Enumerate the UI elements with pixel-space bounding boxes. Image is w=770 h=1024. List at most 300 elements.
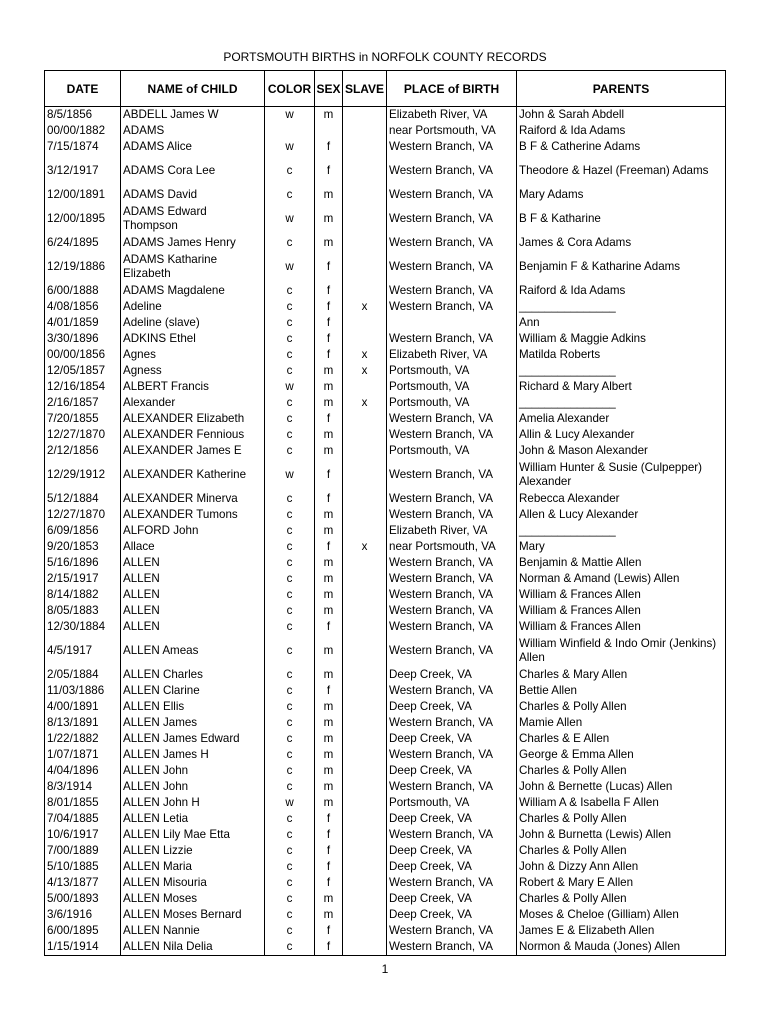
table-row (45, 251, 726, 283)
sex-cell: m (315, 891, 343, 907)
name-cell: ALLEN Charles (121, 667, 265, 683)
slave-cell (343, 603, 387, 619)
table-row (45, 827, 726, 843)
table-row (45, 731, 726, 747)
place-cell: Western Branch, VA (387, 139, 517, 155)
place-cell: Western Branch, VA (387, 299, 517, 315)
table-row (45, 539, 726, 555)
sex-cell: m (315, 795, 343, 811)
name-cell: ALLEN (121, 587, 265, 603)
parents-cell: Theodore & Hazel (Freeman) Adams (517, 155, 726, 187)
color-cell: w (265, 107, 315, 124)
name-cell: ALEXANDER Fennious (121, 427, 265, 443)
sex-cell: m (315, 523, 343, 539)
sex-cell: f (315, 251, 343, 283)
page-number: 1 (381, 962, 389, 976)
color-cell: c (265, 907, 315, 923)
table-row (45, 411, 726, 427)
place-cell: Western Branch, VA (387, 635, 517, 667)
parents-cell: James & Cora Adams (517, 235, 726, 251)
name-cell: Adeline (121, 299, 265, 315)
place-cell: Western Branch, VA (387, 779, 517, 795)
color-cell: w (265, 379, 315, 395)
slave-cell (343, 187, 387, 203)
sex-cell: f (315, 459, 343, 491)
color-cell: c (265, 667, 315, 683)
parents-cell: Moses & Cheloe (Gilliam) Allen (517, 907, 726, 923)
place-cell: Western Branch, VA (387, 571, 517, 587)
parents-cell: Charles & Polly Allen (517, 763, 726, 779)
date-cell: 6/24/1895 (45, 235, 121, 251)
place-cell: Western Branch, VA (387, 683, 517, 699)
color-cell: c (265, 443, 315, 459)
color-cell: c (265, 331, 315, 347)
name-cell: ALLEN Lizzie (121, 843, 265, 859)
slave-cell (343, 555, 387, 571)
color-cell: c (265, 299, 315, 315)
parents-cell: Benjamin F & Katharine Adams (517, 251, 726, 283)
sex-cell: f (315, 155, 343, 187)
table-row (45, 571, 726, 587)
date-cell: 8/01/1855 (45, 795, 121, 811)
table-row (45, 155, 726, 187)
place-cell: Western Branch, VA (387, 251, 517, 283)
date-cell: 8/05/1883 (45, 603, 121, 619)
slave-cell (343, 875, 387, 891)
date-cell: 7/04/1885 (45, 811, 121, 827)
name-cell: Agness (121, 363, 265, 379)
header-date: DATE (45, 71, 121, 107)
table-row (45, 699, 726, 715)
color-cell: c (265, 699, 315, 715)
date-cell: 12/00/1895 (45, 203, 121, 235)
parents-cell: William & Frances Allen (517, 619, 726, 635)
color-cell: c (265, 587, 315, 603)
name-cell: Allace (121, 539, 265, 555)
color-cell: c (265, 843, 315, 859)
name-cell: ALEXANDER Minerva (121, 491, 265, 507)
color-cell: w (265, 795, 315, 811)
table-row (45, 619, 726, 635)
slave-cell: x (343, 347, 387, 363)
color-cell: c (265, 395, 315, 411)
table-row (45, 747, 726, 763)
parents-cell: _______________ (517, 363, 726, 379)
parents-cell: Bettie Allen (517, 683, 726, 699)
color-cell: c (265, 827, 315, 843)
color-cell: c (265, 347, 315, 363)
sex-cell: f (315, 411, 343, 427)
place-cell: Deep Creek, VA (387, 699, 517, 715)
color-cell: w (265, 459, 315, 491)
name-cell: ALLEN Clarine (121, 683, 265, 699)
date-cell: 4/04/1896 (45, 763, 121, 779)
table-row (45, 347, 726, 363)
table-row (45, 395, 726, 411)
table-row (45, 491, 726, 507)
name-cell: ALLEN Nannie (121, 923, 265, 939)
table-row (45, 443, 726, 459)
table-row (45, 283, 726, 299)
table-row (45, 795, 726, 811)
table-row (45, 555, 726, 571)
sex-cell: m (315, 587, 343, 603)
place-cell: Deep Creek, VA (387, 811, 517, 827)
slave-cell (343, 491, 387, 507)
name-cell: ADAMS (121, 123, 265, 139)
sex-cell: m (315, 699, 343, 715)
slave-cell (343, 523, 387, 539)
parents-cell: William Winfield & Indo Omir (Jenkins) Allen (517, 635, 726, 667)
parents-cell: William & Frances Allen (517, 603, 726, 619)
parents-cell: Charles & Mary Allen (517, 667, 726, 683)
place-cell: Western Branch, VA (387, 619, 517, 635)
slave-cell (343, 827, 387, 843)
name-cell: ALLEN Nila Delia (121, 939, 265, 956)
table-row (45, 715, 726, 731)
name-cell: ALLEN James H (121, 747, 265, 763)
place-cell: Deep Creek, VA (387, 891, 517, 907)
date-cell: 3/6/1916 (45, 907, 121, 923)
date-cell: 12/00/1891 (45, 187, 121, 203)
sex-cell: m (315, 603, 343, 619)
parents-cell: Mamie Allen (517, 715, 726, 731)
color-cell: c (265, 619, 315, 635)
table-row (45, 603, 726, 619)
place-cell: Western Branch, VA (387, 923, 517, 939)
color-cell: c (265, 187, 315, 203)
slave-cell (343, 795, 387, 811)
sex-cell: m (315, 779, 343, 795)
parents-cell: Richard & Mary Albert (517, 379, 726, 395)
place-cell: Western Branch, VA (387, 427, 517, 443)
date-cell: 2/12/1856 (45, 443, 121, 459)
name-cell: ALLEN (121, 571, 265, 587)
color-cell: c (265, 747, 315, 763)
name-cell: ALLEN James (121, 715, 265, 731)
table-row (45, 523, 726, 539)
table-row (45, 139, 726, 155)
place-cell: Western Branch, VA (387, 491, 517, 507)
place-cell: Western Branch, VA (387, 459, 517, 491)
slave-cell (343, 635, 387, 667)
date-cell: 12/30/1884 (45, 619, 121, 635)
sex-cell: m (315, 187, 343, 203)
date-cell: 4/13/1877 (45, 875, 121, 891)
name-cell: ALLEN John (121, 779, 265, 795)
color-cell: c (265, 155, 315, 187)
sex-cell: f (315, 827, 343, 843)
color-cell: c (265, 507, 315, 523)
name-cell: ADAMS James Henry (121, 235, 265, 251)
sex-cell: m (315, 555, 343, 571)
name-cell: ALLEN Ameas (121, 635, 265, 667)
parents-cell: Raiford & Ida Adams (517, 123, 726, 139)
date-cell: 4/5/1917 (45, 635, 121, 667)
color-cell: c (265, 235, 315, 251)
name-cell: ALLEN Letia (121, 811, 265, 827)
place-cell: Western Branch, VA (387, 939, 517, 956)
parents-cell: William & Maggie Adkins (517, 331, 726, 347)
name-cell: ADAMS Alice (121, 139, 265, 155)
name-cell: ALEXANDER Tumons (121, 507, 265, 523)
table-row (45, 683, 726, 699)
name-cell: ALLEN (121, 555, 265, 571)
table-row (45, 299, 726, 315)
color-cell: c (265, 363, 315, 379)
table-row (45, 779, 726, 795)
table-row (45, 923, 726, 939)
sex-cell: f (315, 619, 343, 635)
place-cell: near Portsmouth, VA (387, 123, 517, 139)
color-cell: c (265, 603, 315, 619)
name-cell: ALEXANDER James E (121, 443, 265, 459)
name-cell: ALLEN (121, 603, 265, 619)
slave-cell (343, 923, 387, 939)
date-cell: 4/08/1856 (45, 299, 121, 315)
sex-cell: f (315, 331, 343, 347)
date-cell: 1/15/1914 (45, 939, 121, 956)
slave-cell (343, 891, 387, 907)
parents-cell: John & Sarah Abdell (517, 107, 726, 124)
slave-cell (343, 763, 387, 779)
slave-cell (343, 411, 387, 427)
slave-cell (343, 667, 387, 683)
table-row (45, 107, 726, 124)
name-cell: Adeline (slave) (121, 315, 265, 331)
date-cell: 7/00/1889 (45, 843, 121, 859)
name-cell: ALBERT Francis (121, 379, 265, 395)
sex-cell: f (315, 139, 343, 155)
date-cell: 2/15/1917 (45, 571, 121, 587)
slave-cell (343, 123, 387, 139)
sex-cell: f (315, 299, 343, 315)
slave-cell (343, 507, 387, 523)
sex-cell: m (315, 507, 343, 523)
parents-cell: Rebecca Alexander (517, 491, 726, 507)
color-cell: c (265, 427, 315, 443)
place-cell: near Portsmouth, VA (387, 539, 517, 555)
place-cell: Elizabeth River, VA (387, 347, 517, 363)
births-table (44, 70, 726, 956)
place-cell: Western Branch, VA (387, 187, 517, 203)
slave-cell (343, 443, 387, 459)
name-cell: ADKINS Ethel (121, 331, 265, 347)
color-cell: w (265, 251, 315, 283)
place-cell: Deep Creek, VA (387, 843, 517, 859)
slave-cell (343, 747, 387, 763)
date-cell: 9/20/1853 (45, 539, 121, 555)
sex-cell: f (315, 875, 343, 891)
parents-cell: William & Frances Allen (517, 587, 726, 603)
place-cell: Western Branch, VA (387, 411, 517, 427)
sex-cell: f (315, 683, 343, 699)
name-cell: ALLEN John (121, 763, 265, 779)
slave-cell (343, 235, 387, 251)
place-cell: Western Branch, VA (387, 235, 517, 251)
date-cell: 12/29/1912 (45, 459, 121, 491)
place-cell: Western Branch, VA (387, 747, 517, 763)
parents-cell: John & Bernette (Lucas) Allen (517, 779, 726, 795)
place-cell: Western Branch, VA (387, 875, 517, 891)
sex-cell: m (315, 203, 343, 235)
date-cell: 8/3/1914 (45, 779, 121, 795)
date-cell: 5/00/1893 (45, 891, 121, 907)
table-row (45, 667, 726, 683)
slave-cell (343, 459, 387, 491)
slave-cell: x (343, 363, 387, 379)
date-cell: 8/5/1856 (45, 107, 121, 124)
color-cell: c (265, 811, 315, 827)
header-name: NAME of CHILD (121, 71, 265, 107)
color-cell: w (265, 139, 315, 155)
name-cell: ALLEN Misouria (121, 875, 265, 891)
place-cell: Deep Creek, VA (387, 907, 517, 923)
sex-cell: f (315, 811, 343, 827)
color-cell: c (265, 859, 315, 875)
parents-cell: _______________ (517, 395, 726, 411)
parents-cell: William Hunter & Susie (Culpepper) Alexander (517, 459, 726, 491)
color-cell: c (265, 731, 315, 747)
table-row (45, 123, 726, 139)
slave-cell (343, 731, 387, 747)
name-cell: ALEXANDER Elizabeth (121, 411, 265, 427)
slave-cell (343, 315, 387, 331)
date-cell: 12/27/1870 (45, 427, 121, 443)
slave-cell (343, 939, 387, 956)
slave-cell (343, 811, 387, 827)
date-cell: 6/09/1856 (45, 523, 121, 539)
table-row (45, 459, 726, 491)
name-cell: ADAMS David (121, 187, 265, 203)
slave-cell: x (343, 395, 387, 411)
sex-cell: f (315, 923, 343, 939)
slave-cell (343, 379, 387, 395)
slave-cell (343, 283, 387, 299)
name-cell: ALLEN Moses Bernard (121, 907, 265, 923)
color-cell: c (265, 939, 315, 956)
slave-cell (343, 779, 387, 795)
page-title: PORTSMOUTH BIRTHS in NORFOLK COUNTY RECORDS (223, 50, 547, 64)
date-cell: 1/07/1871 (45, 747, 121, 763)
color-cell: c (265, 635, 315, 667)
table-row (45, 379, 726, 395)
table-row (45, 843, 726, 859)
parents-cell: B F & Catherine Adams (517, 139, 726, 155)
parents-cell: Robert & Mary E Allen (517, 875, 726, 891)
date-cell: 2/16/1857 (45, 395, 121, 411)
place-cell (387, 315, 517, 331)
table-row (45, 907, 726, 923)
name-cell: ALLEN James Edward (121, 731, 265, 747)
parents-cell: Allen & Lucy Alexander (517, 507, 726, 523)
place-cell: Portsmouth, VA (387, 795, 517, 811)
date-cell: 7/20/1855 (45, 411, 121, 427)
place-cell: Deep Creek, VA (387, 731, 517, 747)
name-cell: ALLEN (121, 619, 265, 635)
parents-cell: John & Burnetta (Lewis) Allen (517, 827, 726, 843)
parents-cell: Charles & Polly Allen (517, 699, 726, 715)
sex-cell: f (315, 283, 343, 299)
parents-cell: _______________ (517, 523, 726, 539)
name-cell: Alexander (121, 395, 265, 411)
sex-cell: m (315, 667, 343, 683)
place-cell: Western Branch, VA (387, 283, 517, 299)
place-cell: Deep Creek, VA (387, 667, 517, 683)
slave-cell (343, 843, 387, 859)
table-row (45, 891, 726, 907)
color-cell (265, 123, 315, 139)
parents-cell: _______________ (517, 299, 726, 315)
date-cell: 11/03/1886 (45, 683, 121, 699)
date-cell: 1/22/1882 (45, 731, 121, 747)
sex-cell: f (315, 315, 343, 331)
sex-cell: f (315, 491, 343, 507)
slave-cell (343, 619, 387, 635)
parents-cell: Mary (517, 539, 726, 555)
sex-cell: m (315, 235, 343, 251)
date-cell: 3/12/1917 (45, 155, 121, 187)
table-row (45, 363, 726, 379)
parents-cell: Charles & E Allen (517, 731, 726, 747)
color-cell: c (265, 763, 315, 779)
color-cell: c (265, 923, 315, 939)
parents-cell: John & Dizzy Ann Allen (517, 859, 726, 875)
table-header-row (45, 71, 726, 107)
parents-cell: Allin & Lucy Alexander (517, 427, 726, 443)
date-cell: 8/14/1882 (45, 587, 121, 603)
color-cell: c (265, 555, 315, 571)
place-cell: Western Branch, VA (387, 603, 517, 619)
date-cell: 6/00/1888 (45, 283, 121, 299)
table-row (45, 587, 726, 603)
date-cell: 5/10/1885 (45, 859, 121, 875)
sex-cell: f (315, 939, 343, 956)
date-cell: 6/00/1895 (45, 923, 121, 939)
color-cell: c (265, 779, 315, 795)
table-row (45, 939, 726, 956)
date-cell: 12/27/1870 (45, 507, 121, 523)
color-cell: c (265, 539, 315, 555)
table-row (45, 875, 726, 891)
sex-cell: m (315, 907, 343, 923)
place-cell: Western Branch, VA (387, 827, 517, 843)
slave-cell (343, 587, 387, 603)
table-row (45, 859, 726, 875)
sex-cell: m (315, 731, 343, 747)
color-cell: c (265, 571, 315, 587)
header-slave: SLAVE (343, 71, 387, 107)
date-cell: 10/6/1917 (45, 827, 121, 843)
name-cell: ALFORD John (121, 523, 265, 539)
sex-cell: f (315, 539, 343, 555)
date-cell: 5/12/1884 (45, 491, 121, 507)
parents-cell: Matilda Roberts (517, 347, 726, 363)
parents-cell: Charles & Polly Allen (517, 891, 726, 907)
slave-cell (343, 155, 387, 187)
color-cell: c (265, 315, 315, 331)
sex-cell: m (315, 395, 343, 411)
color-cell: c (265, 411, 315, 427)
parents-cell: George & Emma Allen (517, 747, 726, 763)
place-cell: Portsmouth, VA (387, 395, 517, 411)
slave-cell (343, 107, 387, 124)
place-cell: Western Branch, VA (387, 715, 517, 731)
sex-cell (315, 123, 343, 139)
parents-cell: Amelia Alexander (517, 411, 726, 427)
sex-cell: m (315, 715, 343, 731)
place-cell: Western Branch, VA (387, 507, 517, 523)
